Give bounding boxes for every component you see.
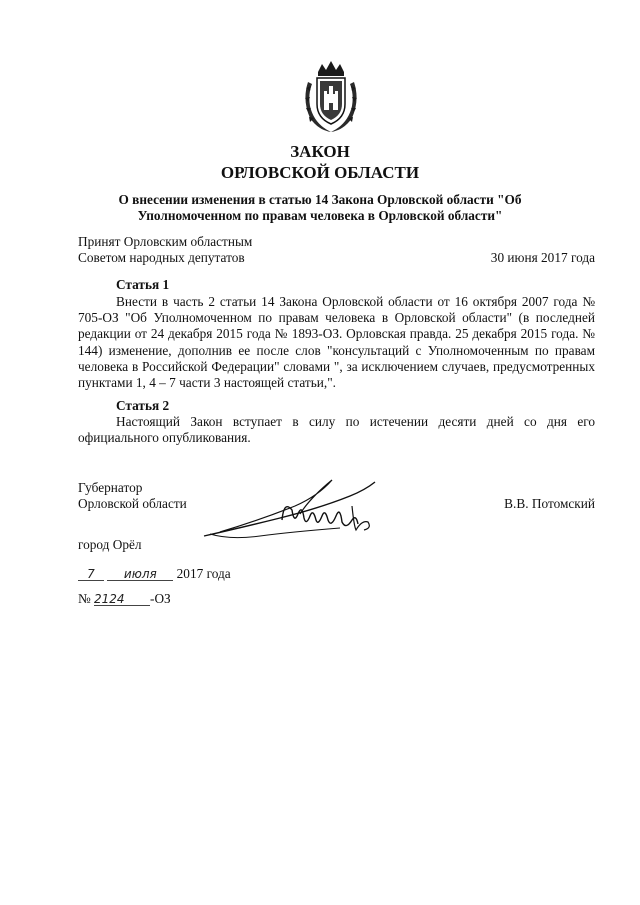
law-number-suffix: -ОЗ — [150, 591, 171, 606]
signing-day: 7 — [78, 568, 104, 581]
article-1-body: Внести в часть 2 статьи 14 Закона Орловской области от 16 октября 2007 года № 705-ОЗ "Об Уполномоченном по правам человека в Орловской области" (в последней редакции от 24 декабря 2015 года № 1893-ОЗ. Орловская правда. 25 декабря 2015 года. № 144) изменение, дополнив ее после слов "консультаций с Уполномоченным по правам человека в Российской Федерации" словами ", за исключением случаев, предусмотренных пунктами 1, 4 – 7 части 3 настоящей статьи,". — [78, 294, 595, 391]
signing-month: июля — [107, 568, 173, 581]
signing-date — [78, 566, 231, 582]
adoption-date: 30 июня 2017 года — [490, 250, 595, 265]
law-number-value: 2124 — [94, 593, 150, 606]
signatory-name: В.В. Потомский — [504, 496, 595, 511]
law-region: ОРЛОВСКОЙ ОБЛАСТИ — [220, 163, 420, 182]
signing-year: 2017 года — [176, 566, 231, 581]
signatory-position-line1: Губернатор — [78, 480, 143, 495]
signature-icon — [200, 470, 385, 548]
city: город Орёл — [78, 537, 142, 552]
adoption-body-line2: Советом народных депутатов — [78, 250, 245, 265]
law-subject: О внесении изменения в статью 14 Закона Орловской области "Об Уполномоченном по правам человека в Орловской области" — [118, 192, 522, 223]
article-2-heading: Статья 2 — [116, 398, 170, 413]
law-title: ЗАКОН — [290, 142, 350, 161]
law-number — [78, 591, 171, 607]
article-2-body: Настоящий Закон вступает в силу по истечении десяти дней со дня его официального опубликования. — [78, 414, 595, 446]
law-number-prefix: № — [78, 591, 91, 606]
article-1-heading: Статья 1 — [116, 277, 170, 292]
coat-of-arms-icon — [300, 58, 362, 134]
adoption-body-line1: Принят Орловским областным — [78, 234, 253, 249]
signatory-position-line2: Орловской области — [78, 496, 187, 511]
